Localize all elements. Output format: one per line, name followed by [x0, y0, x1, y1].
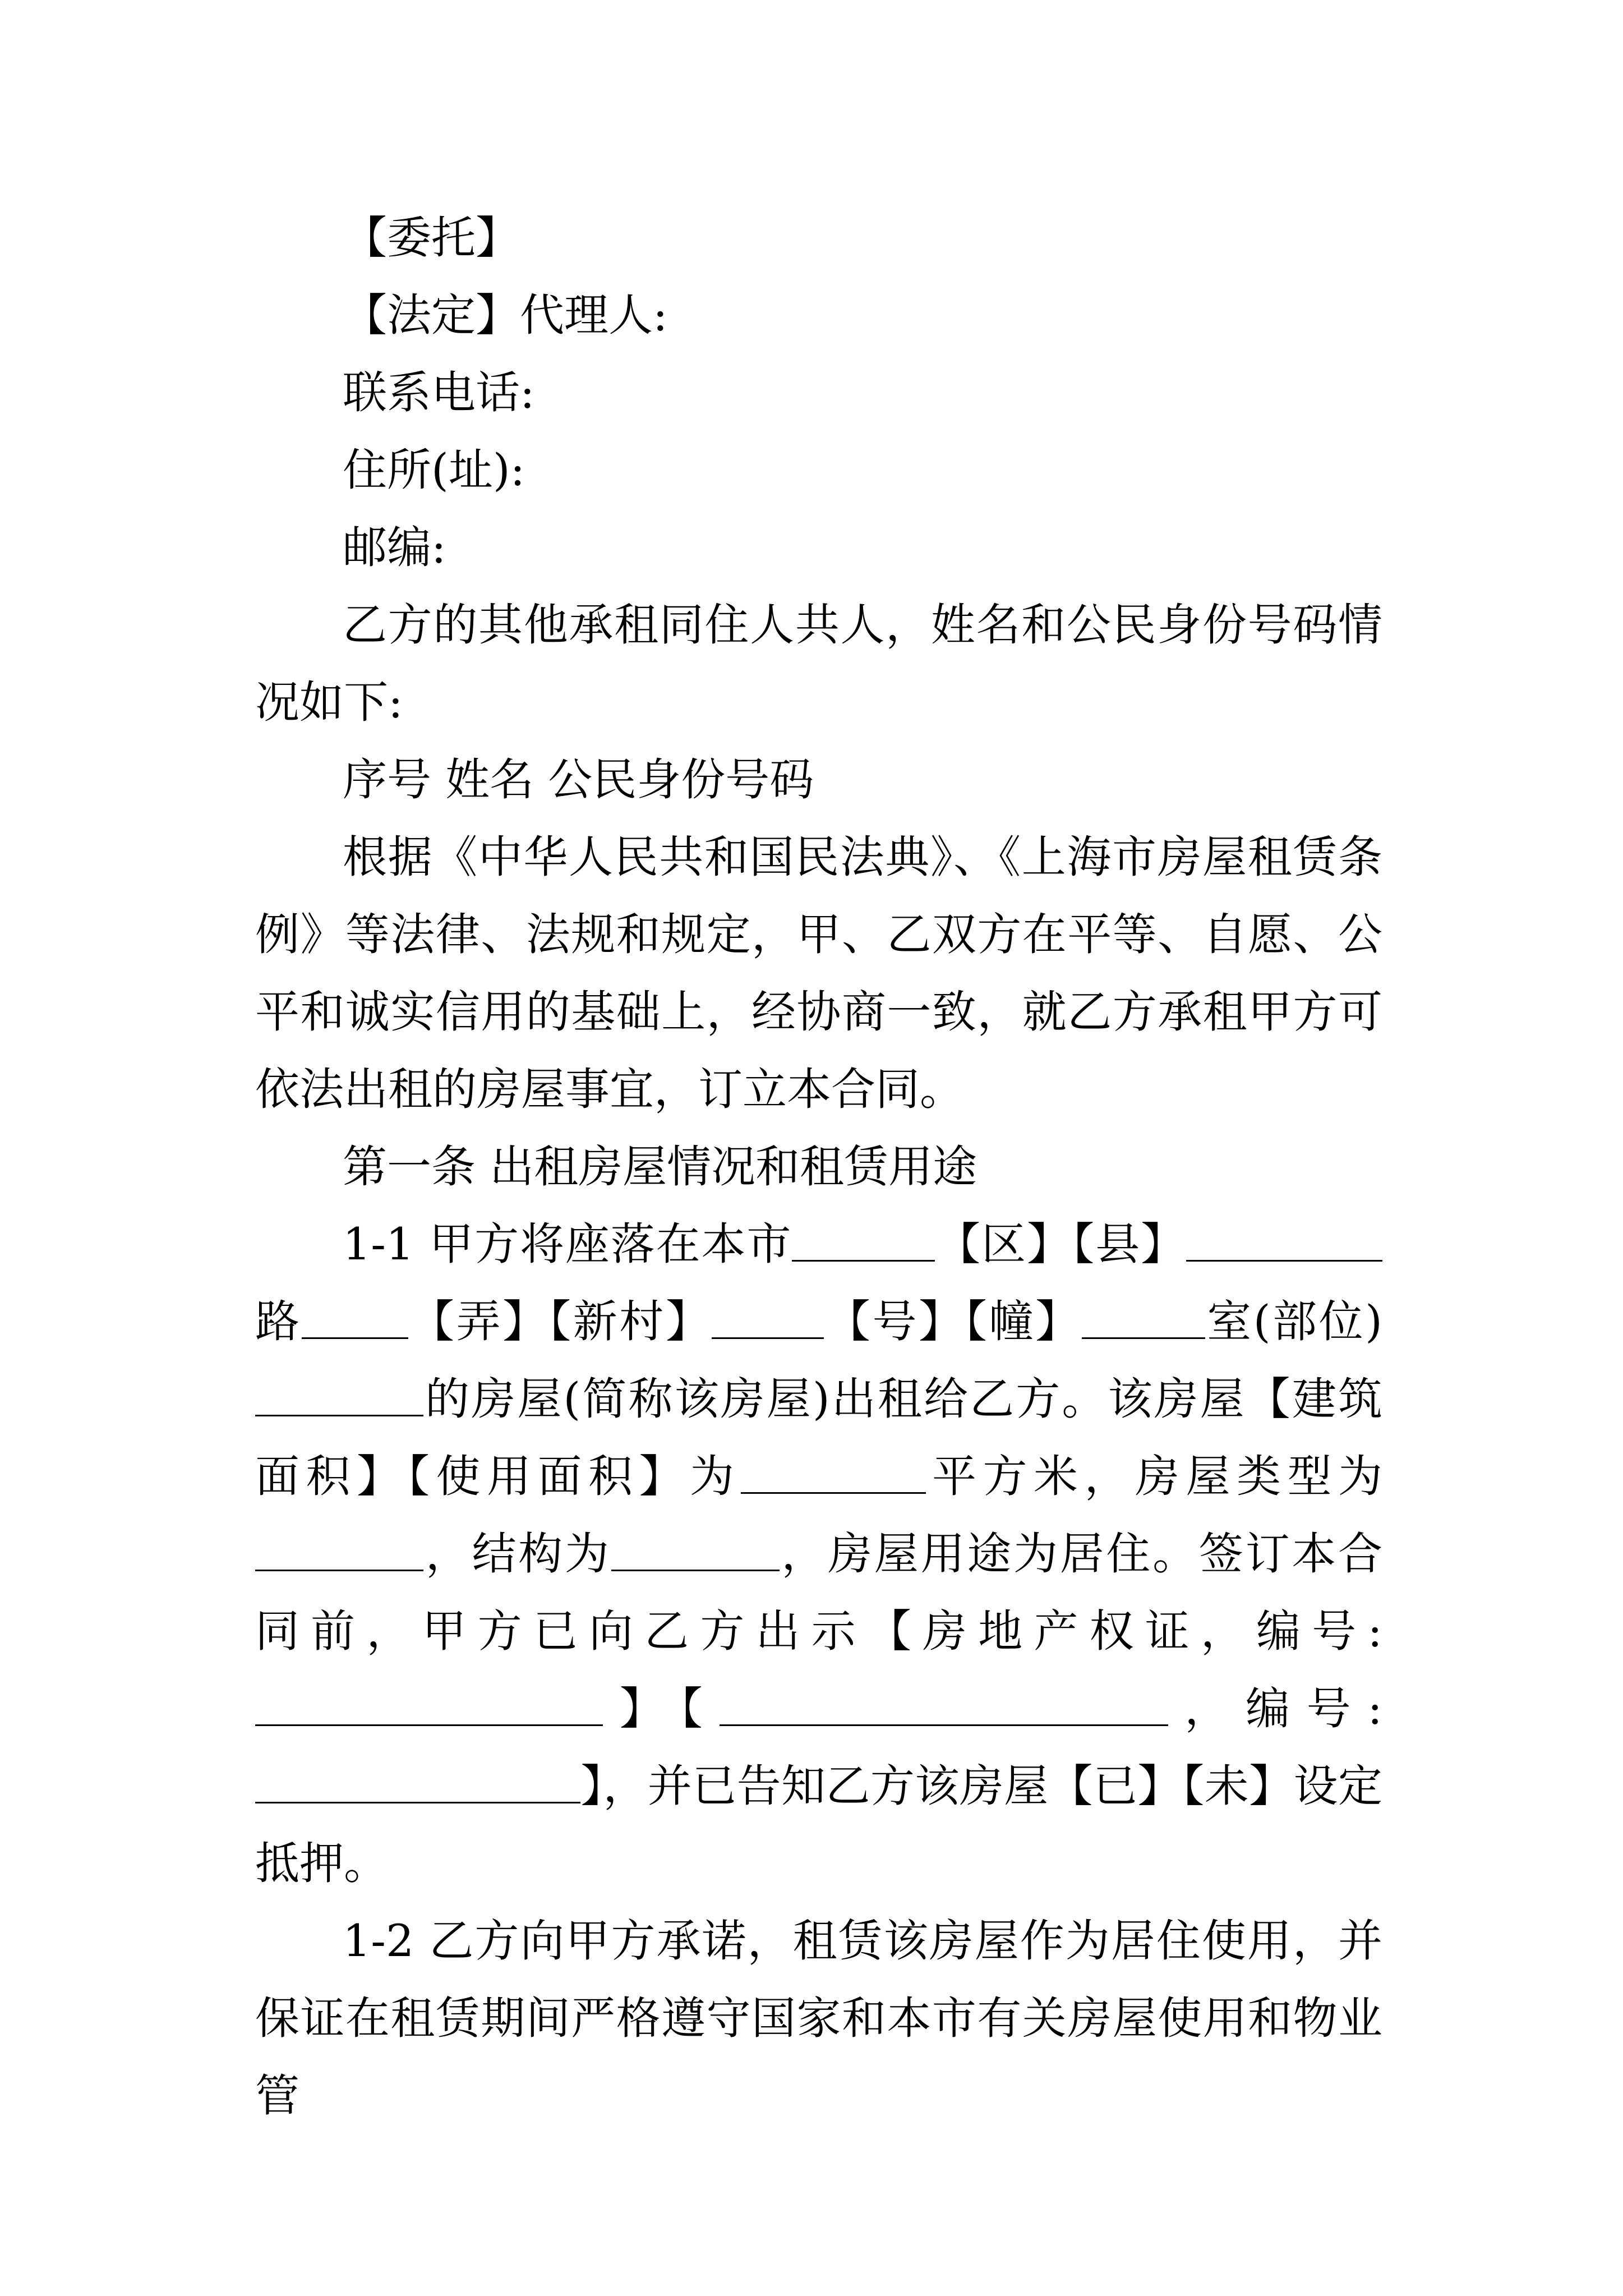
blank-other-certificate [720, 1685, 1168, 1726]
blank-area [741, 1453, 926, 1494]
heading-article-one: 第一条 出租房屋情况和租赁用途 [343, 1141, 978, 1193]
blank-house-type [255, 1530, 423, 1571]
line-postcode: 邮编: [343, 522, 446, 573]
blank-other-certificate-number [255, 1763, 580, 1803]
blank-part [255, 1375, 423, 1416]
clause-1-1-text-f: 室(部位) [1205, 1296, 1382, 1347]
clause-1-1-text-k: 】【 [603, 1683, 720, 1734]
clause-1-1-text-m: 】，并已告知乙方该房屋【已】【未】设定抵押。 [255, 1760, 1382, 1889]
clause-1-1-text-e: 【号】【幢】 [824, 1296, 1082, 1347]
blank-district [792, 1221, 935, 1262]
clause-1-1-text-g: 的房屋(简称该房屋)出租给乙方。该房屋【建筑面积】【使用面积】为 [255, 1373, 1382, 1502]
clause-1-1-text-h: 平方米，房屋类型为 [925, 1451, 1382, 1502]
paragraph-legal-basis: 根据《中华人民共和国民法典》、《上海市房屋租赁条例》等法律、法规和规定，甲、乙双方在平等、自愿、公平和诚实信用的基础上，经协商一致，就乙方承租甲方可依法出租的房屋事宜，订立本合同。 [255, 831, 1382, 1115]
blank-road-name [1186, 1221, 1382, 1262]
line-table-header: 序号 姓名 公民身份号码 [343, 754, 814, 806]
clause-1-1-text-d: 【弄】【新村】 [408, 1296, 712, 1347]
clause-1-1-text-i: ，结构为 [423, 1528, 611, 1580]
blank-structure [611, 1530, 780, 1571]
document-body [255, 199, 1382, 2134]
blank-room [1082, 1298, 1205, 1339]
blank-certificate-number [255, 1685, 603, 1726]
clause-1-1-text-c: 路 [255, 1296, 302, 1347]
line-entrust: 【委托】 [343, 212, 520, 264]
line-residence-address: 住所(址): [343, 444, 525, 496]
paragraph-co-tenants: 乙方的其他承租同住人共人，姓名和公民身份号码情况如下: [255, 599, 1382, 728]
paragraph-clause-1-2: 1-2 乙方向甲方承诺，租赁该房屋作为居住使用，并保证在租赁期间严格遵守国家和本市有关房屋使用和物业管 [255, 1915, 1382, 2122]
line-legal-agent: 【法定】代理人: [343, 289, 668, 341]
clause-1-1-text-l: ，编号: [1168, 1683, 1382, 1734]
blank-number [712, 1298, 824, 1339]
line-contact-phone: 联系电话: [343, 367, 535, 418]
clause-1-1-text-b: 【区】【县】 [935, 1218, 1186, 1270]
blank-lane [302, 1298, 408, 1339]
clause-1-1-text-j: ，房屋用途为居住。签订本合同前，甲方已向乙方出示【房地产权证，编号: [255, 1528, 1383, 1657]
paragraph-clause-1-1 [255, 1205, 1382, 1902]
clause-1-1-text-a: 1-1 甲方将座落在本市 [343, 1218, 792, 1270]
